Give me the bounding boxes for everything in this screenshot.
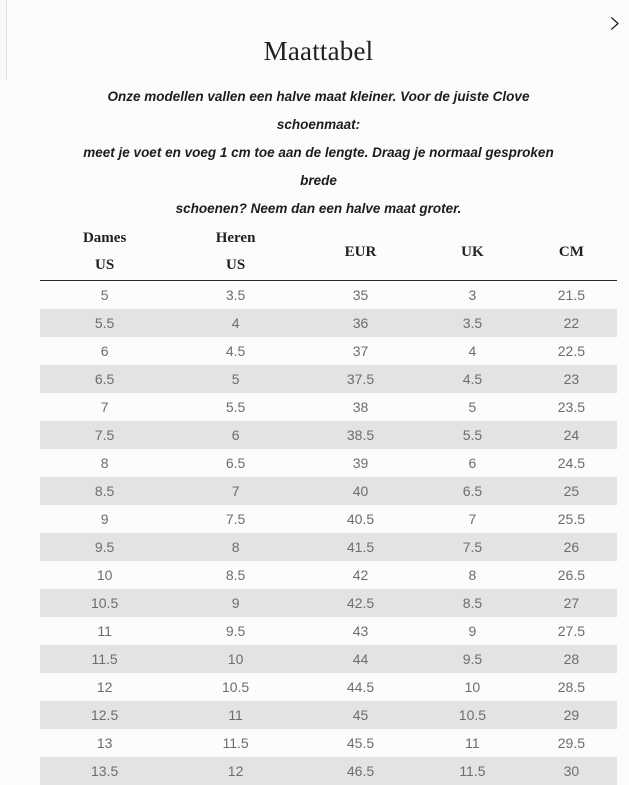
size-cell: 5.5 (40, 309, 169, 337)
size-cell: 11 (169, 701, 302, 729)
table-row (40, 477, 617, 505)
size-cell: 30 (526, 757, 617, 785)
table-row (40, 645, 617, 673)
table-row (40, 673, 617, 701)
size-cell: 39 (352, 454, 369, 471)
table-row (40, 393, 617, 421)
size-cell: 40.5 (346, 510, 375, 527)
size-cell: 10 (464, 678, 481, 695)
column-header-label: CM (558, 243, 584, 260)
size-table (40, 225, 617, 785)
size-cell: 9 (100, 510, 109, 527)
size-cell: 38 (352, 398, 369, 415)
size-cell: 36 (302, 309, 419, 337)
size-cell: 37 (352, 342, 369, 359)
size-cell: 8.5 (225, 566, 246, 583)
table-row (40, 533, 617, 561)
table-row (40, 757, 617, 785)
column-header-uk (419, 225, 526, 281)
size-cell: 8.5 (40, 477, 169, 505)
size-cell: 26 (526, 533, 617, 561)
size-cell: 9 (169, 589, 302, 617)
table-row (40, 729, 617, 757)
size-cell: 44.5 (346, 678, 375, 695)
size-cell: 7.5 (225, 510, 246, 527)
size-cell: 11.5 (40, 645, 169, 673)
size-cell: 8.5 (419, 589, 526, 617)
size-cell: 26.5 (557, 566, 586, 583)
column-header-label: US (225, 257, 246, 273)
size-cell: 4 (169, 309, 302, 337)
size-cell: 27.5 (557, 622, 586, 639)
table-row (40, 505, 617, 533)
size-cell: 23.5 (557, 398, 586, 415)
column-header-label: EUR (344, 243, 377, 260)
size-cell: 13.5 (40, 757, 169, 785)
size-cell: 9.5 (40, 533, 169, 561)
size-cell: 7 (468, 510, 477, 527)
size-cell: 10.5 (221, 678, 250, 695)
size-cell: 4.5 (225, 342, 246, 359)
column-header-heren-us (169, 225, 302, 281)
table-row (40, 617, 617, 645)
size-cell: 13 (96, 734, 113, 751)
size-cell: 7 (169, 477, 302, 505)
size-cell: 25.5 (557, 510, 586, 527)
size-cell: 10 (96, 566, 113, 583)
size-cell: 29.5 (557, 734, 586, 751)
size-chart-drawer (8, 0, 629, 779)
size-cell: 3 (468, 286, 477, 303)
table-row (40, 561, 617, 589)
size-cell: 25 (526, 477, 617, 505)
size-cell: 21.5 (557, 286, 586, 303)
column-header-label: Dames (82, 230, 127, 246)
size-cell: 41.5 (302, 533, 419, 561)
table-row (40, 337, 617, 365)
size-cell: 5.5 (419, 421, 526, 449)
size-guide-description (79, 83, 559, 223)
column-header-dames-us (40, 225, 169, 281)
size-cell: 9 (468, 622, 477, 639)
size-cell: 9.5 (225, 622, 246, 639)
size-cell: 6.5 (40, 365, 169, 393)
underlying-page-edge (0, 0, 7, 80)
size-cell: 35 (352, 286, 369, 303)
size-cell: 44 (302, 645, 419, 673)
size-cell: 12 (96, 678, 113, 695)
size-cell: 22 (526, 309, 617, 337)
table-row (40, 449, 617, 477)
column-header-cm (526, 225, 617, 281)
size-cell: 5.5 (225, 398, 246, 415)
size-cell: 24.5 (557, 454, 586, 471)
size-cell: 40 (302, 477, 419, 505)
size-cell: 8 (169, 533, 302, 561)
size-cell: 22.5 (557, 342, 586, 359)
size-cell: 5 (169, 365, 302, 393)
size-cell: 28.5 (557, 678, 586, 695)
table-row (40, 309, 617, 337)
size-cell: 10 (169, 645, 302, 673)
description-line: meet je voet en voeg 1 cm toe aan de lengte. Draag je normaal gesproken brede (83, 145, 554, 188)
size-cell: 43 (352, 622, 369, 639)
header-row (40, 225, 617, 281)
size-cell: 27 (526, 589, 617, 617)
size-cell: 6.5 (419, 477, 526, 505)
size-cell: 7 (100, 398, 109, 415)
table-row (40, 421, 617, 449)
size-cell: 10.5 (419, 701, 526, 729)
size-cell: 9.5 (419, 645, 526, 673)
size-cell: 5 (100, 286, 109, 303)
size-table-body (40, 281, 617, 785)
size-cell: 42 (352, 566, 369, 583)
close-drawer-button[interactable] (600, 9, 628, 37)
size-cell: 29 (526, 701, 617, 729)
size-table-header (40, 225, 617, 281)
column-header-eur (302, 225, 419, 281)
size-cell: 12.5 (40, 701, 169, 729)
table-row (40, 365, 617, 393)
size-cell: 7.5 (419, 533, 526, 561)
size-cell: 10.5 (40, 589, 169, 617)
column-header-label: US (95, 257, 115, 273)
size-cell: 28 (526, 645, 617, 673)
size-cell: 6 (169, 421, 302, 449)
size-cell: 4 (468, 342, 477, 359)
size-cell: 23 (526, 365, 617, 393)
size-cell: 11.5 (419, 757, 526, 785)
size-cell: 45.5 (346, 734, 375, 751)
size-cell: 37.5 (302, 365, 419, 393)
size-cell: 45 (302, 701, 419, 729)
column-header-label: Heren (215, 230, 256, 246)
column-header-label: UK (461, 243, 484, 260)
size-cell: 12 (169, 757, 302, 785)
size-cell: 8 (468, 566, 477, 583)
size-cell: 5 (468, 398, 477, 415)
chevron-right-icon (606, 15, 623, 32)
size-chart-title: Maattabel (263, 36, 374, 66)
size-cell: 42.5 (302, 589, 419, 617)
size-cell: 6 (100, 342, 109, 359)
table-row (40, 701, 617, 729)
table-row (40, 589, 617, 617)
description-line: schoenen? Neem dan een halve maat groter. (175, 201, 462, 216)
table-row (40, 281, 617, 309)
size-cell: 38.5 (302, 421, 419, 449)
size-cell: 3.5 (419, 309, 526, 337)
size-cell: 4.5 (419, 365, 526, 393)
size-cell: 6.5 (225, 454, 246, 471)
size-cell: 3.5 (225, 286, 246, 303)
size-cell: 11.5 (222, 734, 249, 751)
size-cell: 46.5 (302, 757, 419, 785)
size-cell: 8 (100, 454, 109, 471)
size-cell: 7.5 (40, 421, 169, 449)
size-cell: 11 (97, 622, 112, 639)
size-cell: 11 (465, 734, 480, 751)
size-cell: 24 (526, 421, 617, 449)
description-line: Onze modellen vallen een halve maat kleiner. Voor de juiste Clove schoenmaat: (107, 89, 530, 132)
size-cell: 6 (468, 454, 477, 471)
